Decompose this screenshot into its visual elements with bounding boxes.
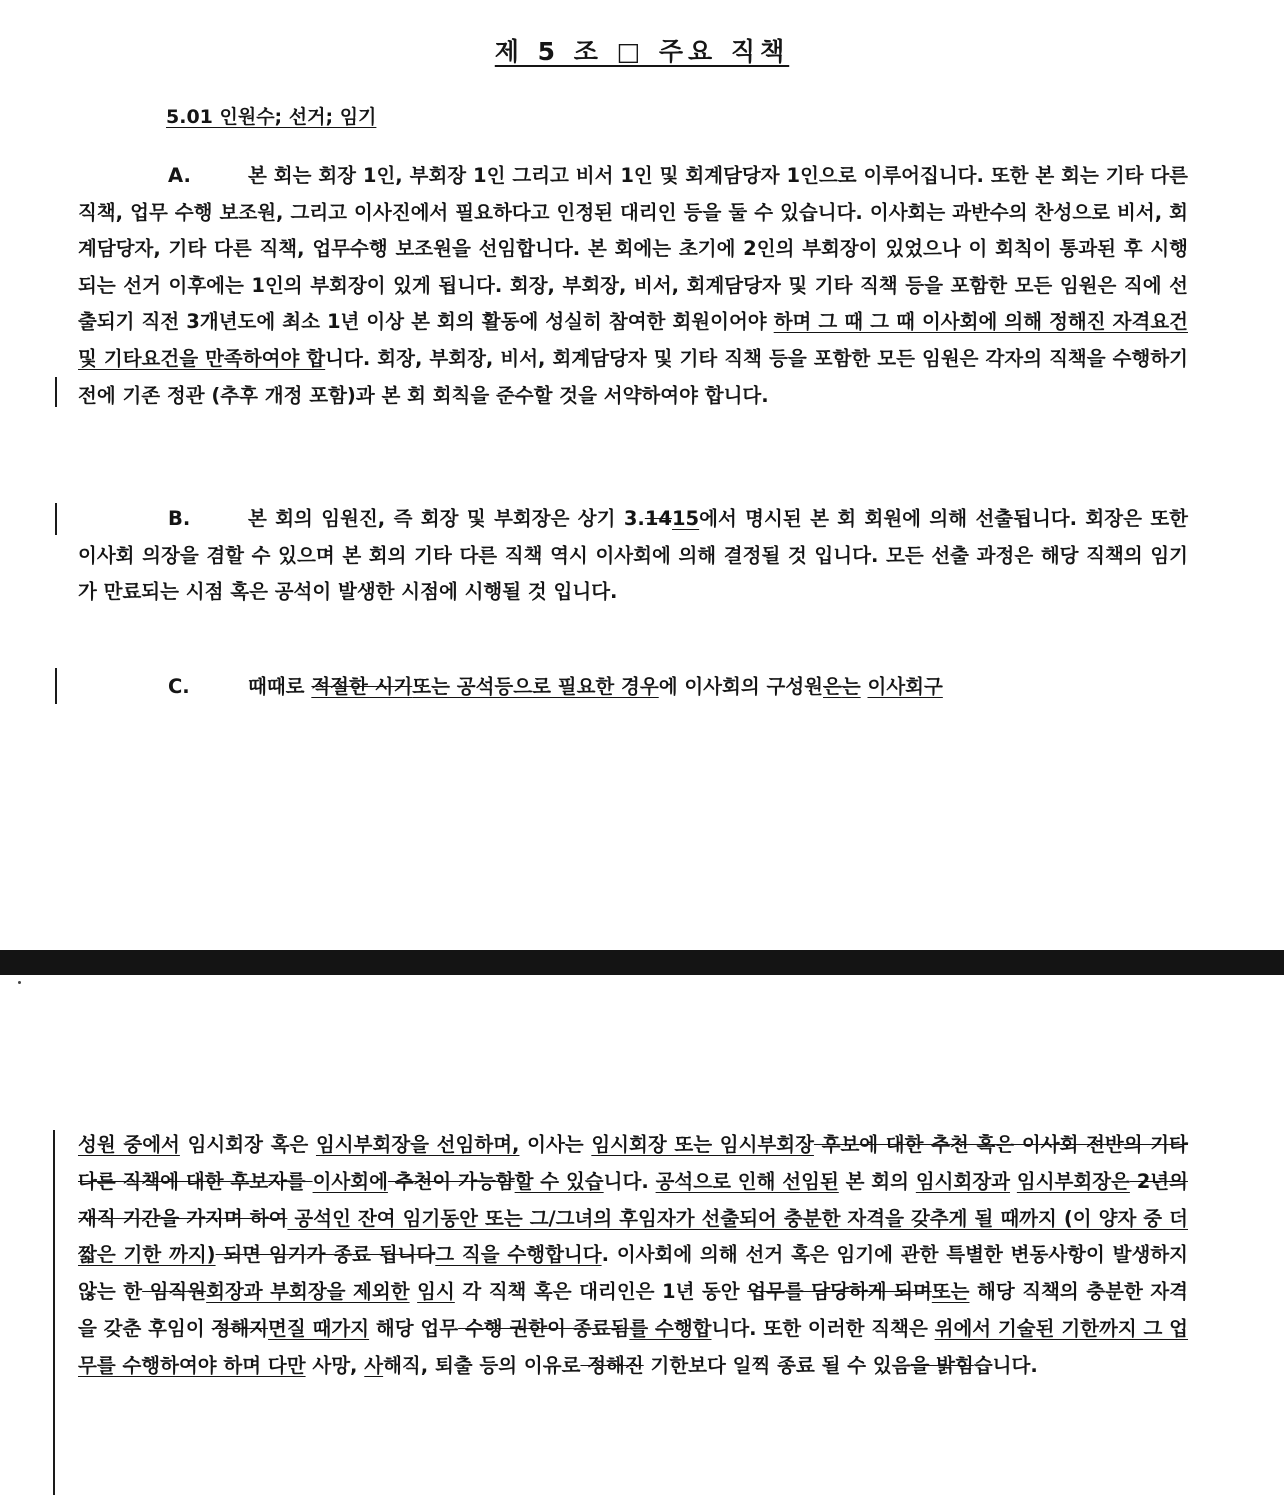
- paragraph-a: [78, 158, 1188, 414]
- inserted-text: 를 수행합: [629, 1316, 712, 1340]
- inserted-text: 그 직을 수행합니다: [435, 1243, 602, 1267]
- paragraph-text: 기한보다 일찍 종료 될 수 있음: [643, 1353, 911, 1377]
- deleted-text: 수행 권한이 종료됨: [458, 1316, 630, 1340]
- paragraph-a-inserted-text: 하며 그 때 그 때 이사회에 의해 정해진 자격요건 및 기타요건을 만족하여야 합: [78, 310, 1188, 370]
- deleted-text: 14: [644, 507, 672, 530]
- paragraph-text: [1010, 1170, 1017, 1193]
- paragraph-c-continued: [78, 1127, 1188, 1385]
- inserted-text: 임시: [417, 1280, 455, 1304]
- paragraph-c: [78, 669, 1188, 706]
- paragraph-text: 해당 직책의 충분한 자격을 갖춘 후임이: [78, 1280, 1188, 1340]
- paragraph-c-text: 때때로: [248, 675, 312, 698]
- revision-bar: [53, 1130, 55, 1495]
- revision-bar: [55, 377, 57, 407]
- paragraph-marker-a: A.: [168, 164, 191, 187]
- inserted-text: 또는: [931, 1280, 970, 1304]
- deleted-text: 정해진: [580, 1353, 644, 1377]
- scan-speck: [18, 981, 21, 984]
- article-title: 제 5 조 □ 주요 직책: [494, 37, 790, 66]
- paragraph-text: 각 직책 혹은 대리인은 1년 동안: [454, 1280, 748, 1304]
- paragraph-text: 습니다.: [973, 1353, 1038, 1377]
- paragraph-b-text: 본 회의 임원진, 즉 회장 및 부회장은 상기 3.: [248, 507, 645, 530]
- inserted-text: 이사회구: [867, 675, 943, 698]
- deleted-text: 은: [823, 675, 842, 698]
- paragraph-text: 해당 업무: [369, 1316, 459, 1340]
- paragraph-text: 니다.: [603, 1169, 656, 1193]
- deleted-text: 임직원: [142, 1280, 207, 1304]
- deleted-text: 적절한 시기: [311, 675, 413, 698]
- inserted-text: 임시회장과: [915, 1169, 1011, 1193]
- paragraph-text: [410, 1280, 418, 1303]
- inserted-text: 면질 때가지: [268, 1316, 370, 1340]
- paragraph-marker-c: C.: [168, 675, 190, 698]
- inserted-text: 임시회장 또는 임시부회장: [591, 1133, 814, 1156]
- paragraph-text: 사망,: [305, 1353, 365, 1377]
- inserted-text: 공석으로 인해 선임된: [655, 1169, 839, 1193]
- deleted-text: 추천이 가능함: [387, 1169, 515, 1193]
- inserted-text: 위에서 기술된 기한까지 그 업무를 수행하여야 하며 다만: [78, 1316, 1189, 1377]
- section-heading: 5.01 인원수; 선거; 임기: [166, 106, 377, 128]
- inserted-text: 회장과 부회장을 제외한: [206, 1280, 410, 1304]
- deleted-text: 을 밝힘: [910, 1353, 974, 1377]
- deleted-text: 업무를 담당하게 되며: [747, 1280, 932, 1304]
- inserted-text: 임시부회장을 선임하며,: [315, 1133, 520, 1156]
- paragraph-text: 해직, 퇴출 등의 이유로: [383, 1353, 581, 1377]
- inserted-text: 사: [364, 1353, 384, 1377]
- inserted-text: 공석인 잔여 임기동안 또는 그/그녀의 후임자가 선출되어 충분한 자격을 갖추게 될 때까지 (이 양자 중 더 짧은 기한 까지): [78, 1206, 1188, 1267]
- inserted-text: 는: [841, 675, 861, 698]
- paragraph-text: 이사는: [519, 1133, 592, 1156]
- page-divider: [0, 950, 1284, 975]
- paragraph-marker-b: B.: [168, 507, 191, 530]
- paragraph-text: 임시회장 혹은: [179, 1133, 316, 1156]
- paragraph-b: [78, 501, 1188, 611]
- deleted-text: 되면 임기가 종료 됩니다: [215, 1243, 436, 1267]
- deleted-text: 후보에 대한 추천 혹은 이사회 전반의 기타 다른 직책에 대한 후보자를: [78, 1133, 1188, 1193]
- paragraph-c-text: 에 이사회의 구성원: [658, 675, 823, 698]
- revision-bar: [55, 503, 57, 535]
- deleted-text: 정해지: [211, 1316, 269, 1340]
- inserted-text: 할 수 있습: [514, 1169, 604, 1193]
- inserted-text: 임시부회장은: [1016, 1169, 1130, 1193]
- inserted-text: 이사회에: [312, 1169, 388, 1193]
- paragraph-a-text-end: 니다. 회장, 부회장, 비서, 회계담당자 및 기타 직책 등을 포함한 모든 임원은 각자의 직책을 수행하기 전에 기존 정관 (추후 개정 포함)과 본 회 회칙을 준수할 것을 서약하여야 합니다.: [78, 346, 1188, 407]
- paragraph-b-text-end: 에서 명시된 본 회 회원에 의해 선출됩니다. 회장은 또한 이사회 의장을 겸할 수 있으며 본 회의 기타 다른 직책 역시 이사회에 의해 결정될 것 입니다. 모든 선출 과정은 해당 직책의 임기가 만료되는 시점 혹은 공석이 발생한 시점에 시행될 것 입니다.: [78, 507, 1188, 604]
- paragraph-text: 니다. 또한 이러한 직책은: [711, 1316, 935, 1340]
- paragraph-text: . 이사회에 의해 선거 혹은 임기에 관한 특별한 변동사항이 발생하지 않는 한: [78, 1243, 1188, 1304]
- inserted-text: 15: [671, 507, 700, 530]
- paragraph-text: 본 회의: [838, 1169, 916, 1193]
- inserted-text: 성원 중에서: [78, 1133, 180, 1156]
- revision-bar: [55, 668, 57, 704]
- paragraph-a-text: 본 회는 회장 1인, 부회장 1인 그리고 비서 1인 및 회계담당자 1인으로 이루어집니다. 또한 본 회는 기타 다른 직책, 업무 수행 보조원, 그리고 이사진에서 필요하다고 인정된 대리인 등을 둘 수 있습니다. 이사회는 과반수의 찬성으로 비서, 회계담당자, 기타 다른 직책, 업무수행 보조원을 선임합니다. 본 회에는 초기에 2인의 부회장이 있었으나 이 회칙이 통과된 후 시행되는 선거 이후에는 1인의 부회장이 있게 됩니다. 회장, 부회장, 비서, 회계담당자 및 기타 직책 등을 포함한 모든 임원은 직에 선출되기 직전 3개년도에 최소 1년 이상 본 회의 활동에 성실히 참여한 회원이어야: [78, 164, 1188, 334]
- inserted-text: 또는 공석등으로 필요한 경우: [412, 675, 659, 698]
- deleted-text: 2년의 재직 기간을 가지며 하여: [78, 1169, 1188, 1230]
